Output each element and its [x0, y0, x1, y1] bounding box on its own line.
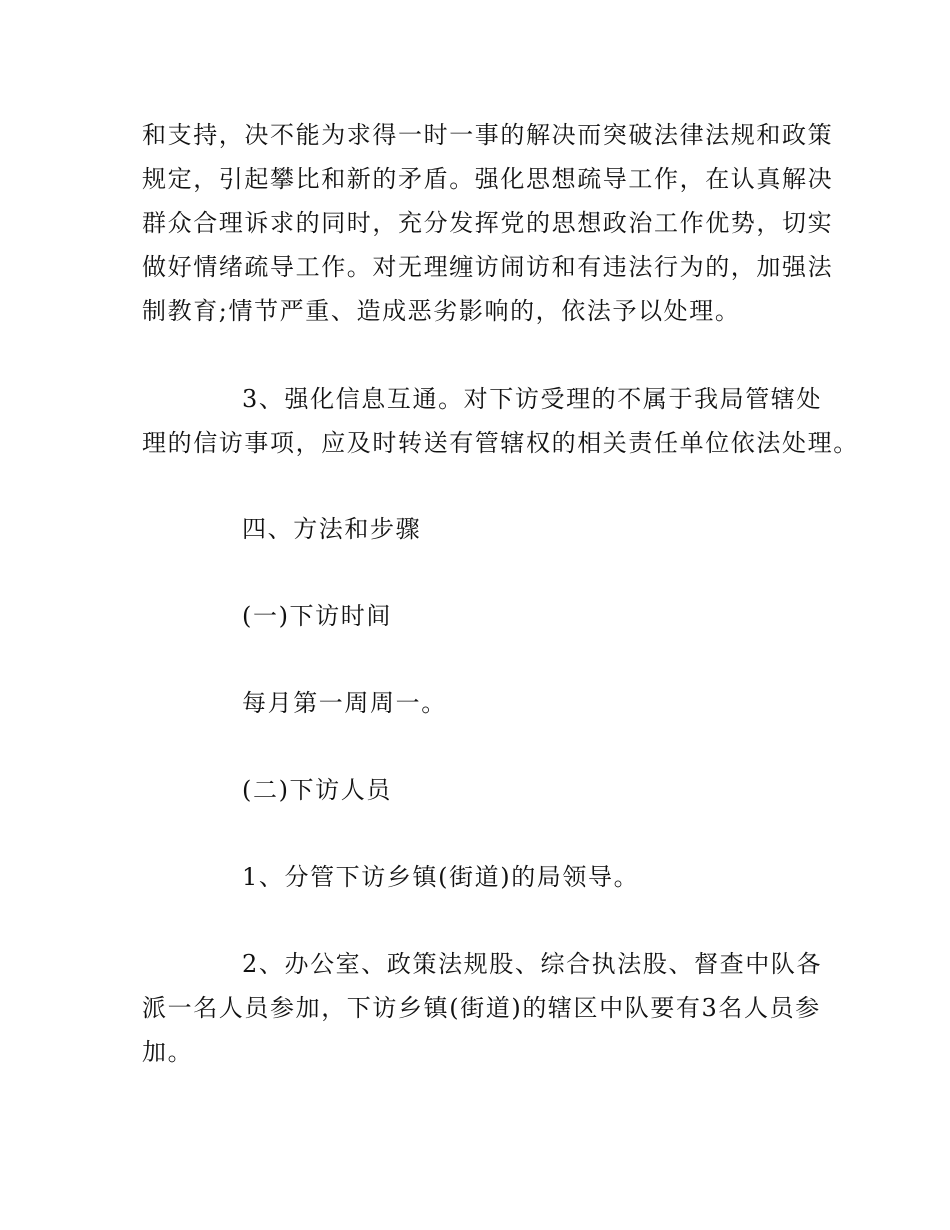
- subsection-2-item-1: 1、分管下访乡镇(街道)的局领导。: [242, 863, 640, 891]
- subsection-1-heading: (一)下访时间: [242, 602, 392, 630]
- subsection-2-item-2-line-2: 派一名人员参加，下访乡镇(街道)的辖区中队要有3名人员参: [142, 994, 821, 1022]
- section-heading: 四、方法和步骤: [242, 515, 422, 543]
- subsection-1-text: 每月第一周周一。: [242, 689, 447, 717]
- subsection-2-item-2-line-3: 加。: [142, 1038, 194, 1066]
- paragraph-1-line-2: 规定，引起攀比和新的矛盾。强化思想疏导工作，在认真解决: [142, 165, 834, 193]
- paragraph-1-line-1: 和支持，决不能为求得一时一事的解决而突破法律法规和政策: [142, 121, 834, 149]
- paragraph-2-line-2: 理的信访事项，应及时转送有管辖权的相关责任单位依法处理。: [142, 429, 859, 457]
- paragraph-1-line-3: 群众合理诉求的同时，充分发挥党的思想政治工作优势，切实: [142, 209, 834, 237]
- paragraph-1-line-4: 做好情绪疏导工作。对无理缠访闹访和有违法行为的，加强法: [142, 253, 834, 281]
- paragraph-1-line-5: 制教育;情节严重、造成恶劣影响的，依法予以处理。: [142, 297, 741, 325]
- subsection-2-heading: (二)下访人员: [242, 776, 392, 804]
- subsection-2-item-2-line-1: 2、办公室、政策法规股、综合执法股、督查中队各: [242, 950, 823, 978]
- paragraph-2-line-1: 3、强化信息互通。对下访受理的不属于我局管辖处: [242, 385, 823, 413]
